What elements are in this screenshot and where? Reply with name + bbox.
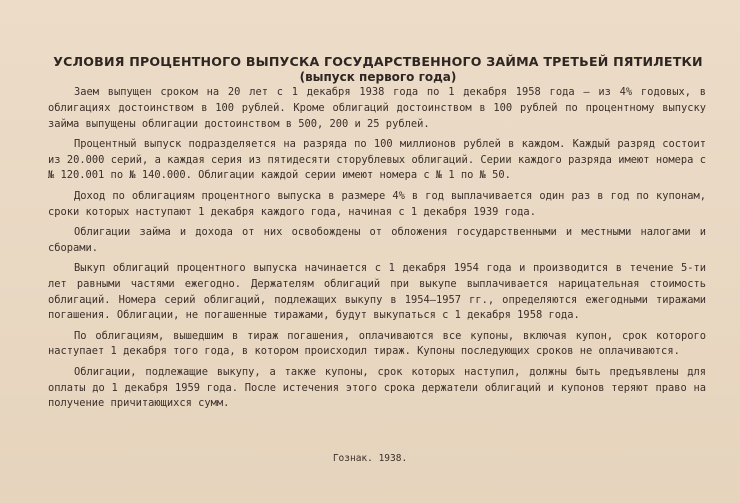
paragraph-tax-exemption: Облигации займа и дохода от них освобождены от обложения государственными и местными налогами и сборами. <box>48 225 706 254</box>
terms-text <box>48 85 706 417</box>
paragraph-coupons: По облигациям, вышедшим в тираж погашения, оплачиваются все купоны, включая купон, срок которого наступает 1 декабря того года, в котором происходил тираж. Купоны последующих сроков не оплачиваются. <box>48 329 706 358</box>
printer-imprint: Гознак. 1938. <box>332 453 408 464</box>
paragraph-term: Заем выпущен сроком на 20 лет с 1 декабря 1938 года по 1 декабря 1958 года — из 4% годовых, в облигациях достоинством в 100 рублей. Кроме облигаций достоинством в 100 рублей по процентному выпуску займа выпущены облигации достоинством в 500, 200 и 25 рублей. <box>48 86 706 130</box>
paragraph-income: Доход по облигациям процентного выпуска в размере 4% в год выплачивается один раз в год по купонам, сроки которых наступают 1 декабря каждого года, начиная с 1 декабря 1939 года. <box>48 189 706 218</box>
paragraph-redemption: Выкуп облигаций процентного выпуска начинается с 1 декабря 1954 года и производится в течение 5-ти лет равными частями ежегодно. Держателям облигаций при выкупе выплачивается нарицательная стоимость облигаций. Номера серий облигаций, подлежащих выкупу в 1954—1957 гг., определяются ежегодными тиражами погашения. Облигации, не погашенные тиражами, будут выкупаться с 1 декабря 1958 года. <box>48 261 706 322</box>
paragraph-deadline: Облигации, подлежащие выкупу, а также купоны, срок которых наступил, должны быть предъявлены для оплаты до 1 декабря 1959 года. После истечения этого срока держатели облигаций и купонов теряют право на получение причитающихся сумм. <box>48 365 706 410</box>
paragraph-series: Процентный выпуск подразделяется на разряда по 100 миллионов рублей в каждом. Каждый разряд состоит из 20.000 серий, а каждая серия из пятидесяти сторублевых облигаций. Серии каждого разряда имеют номера с № 120.001 по № 140.000. Облигации каждой серии имеют номера с № 1 по № 50. <box>48 137 706 182</box>
document-subtitle: (выпуск первого года) <box>299 70 457 84</box>
document-title: УСЛОВИЯ ПРОЦЕНТНОГО ВЫПУСКА ГОСУДАРСТВЕННОГО ЗАЙМА ТРЕТЬЕЙ ПЯТИЛЕТКИ <box>53 54 703 69</box>
